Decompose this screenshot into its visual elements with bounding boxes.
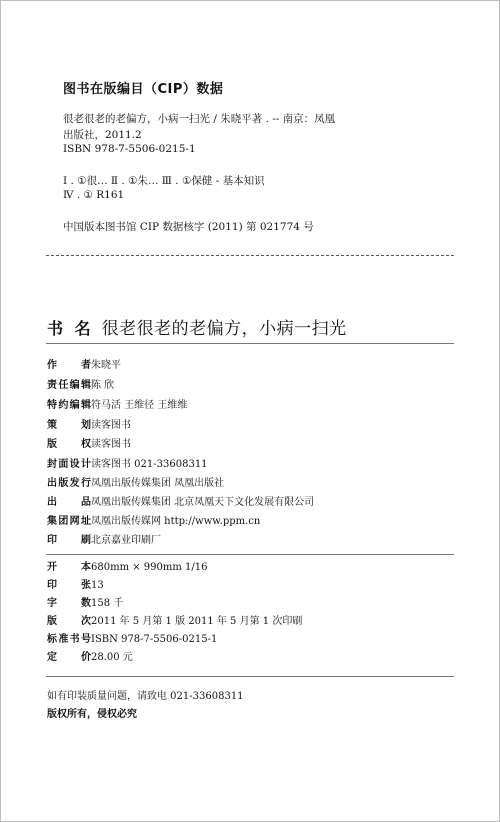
credit-value: 符马活 王维径 王维维 <box>91 400 188 411</box>
credit-row <box>47 496 315 510</box>
spec-row <box>47 633 218 647</box>
spec-value: 13 <box>91 580 104 591</box>
cip-isbn-line: ISBN 978-7-5506-0215-1 <box>63 143 196 155</box>
credit-label: 作者 <box>47 360 91 371</box>
book-title-label: 书 名 <box>47 319 94 338</box>
credit-row <box>47 399 188 413</box>
spec-row <box>47 651 133 665</box>
quality-notice: 如有印装质量问题，请致电 021-33608311 <box>47 691 244 702</box>
credit-value: 北京嘉业印刷厂 <box>91 535 161 546</box>
spec-label: 定价 <box>47 652 91 663</box>
credit-value: 读客图书 021-33608311 <box>91 459 208 470</box>
spec-value: 158 千 <box>91 598 124 609</box>
cip-classification-line: Ⅳ . ① R161 <box>63 189 125 201</box>
credit-value: 凤凰出版传媒集团 凤凰出版社 <box>91 478 225 489</box>
credit-label: 出版发行 <box>47 478 91 489</box>
credit-label: 出品 <box>47 497 91 508</box>
cip-heading: 图书在版编目（CIP）数据 <box>63 82 224 97</box>
credit-label: 特约编辑 <box>47 400 91 411</box>
credit-row <box>47 419 131 433</box>
spec-row <box>47 615 303 629</box>
cip-classification-line: Ⅰ . ①很… Ⅱ . ①朱… Ⅲ . ①保健 - 基本知识 <box>63 175 265 187</box>
credit-label: 策划 <box>47 420 91 431</box>
credit-label: 印刷 <box>47 535 91 546</box>
credit-label: 版权 <box>47 439 91 450</box>
credit-row <box>47 534 161 548</box>
copyright-notice: 版权所有，侵权必究 <box>47 709 137 720</box>
book-title-value: 很老很老的老偏方，小病一扫光 <box>101 319 347 339</box>
credit-value: 读客图书 <box>91 420 131 431</box>
credit-value: 读客图书 <box>91 439 131 450</box>
spec-label: 印张 <box>47 580 91 591</box>
spec-label: 开本 <box>47 562 91 573</box>
spec-value: 28.00 元 <box>91 652 133 663</box>
spec-value: 2011 年 5 月第 1 版 2011 年 5 月第 1 次印刷 <box>91 616 303 627</box>
credit-row <box>47 379 115 393</box>
credit-value: 朱晓平 <box>91 360 121 371</box>
cip-catalog-line: 出版社，2011.2 <box>63 129 142 141</box>
credit-row <box>47 359 121 373</box>
credits-divider <box>46 554 454 555</box>
book-title-row <box>47 314 347 339</box>
credit-value: 陈 欣 <box>91 380 115 391</box>
cip-record-number: 中国版本图书馆 CIP 数据核字 (2011) 第 021774 号 <box>63 221 314 233</box>
spec-label: 版次 <box>47 616 91 627</box>
cip-catalog-line: 很老很老的老偏方，小病一扫光 / 朱晓平著 . -- 南京：凤凰 <box>63 113 336 125</box>
spec-row <box>47 597 124 611</box>
credit-value: 凤凰出版传媒网 http://www.ppm.cn <box>91 516 261 527</box>
specs-divider <box>46 676 454 677</box>
credit-row <box>47 477 225 491</box>
credit-label: 集团网址 <box>47 516 91 527</box>
spec-row <box>47 561 208 575</box>
credit-row <box>47 458 208 472</box>
credit-label: 封面设计 <box>47 459 91 470</box>
spec-value: ISBN 978-7-5506-0215-1 <box>91 634 218 645</box>
spec-label: 字数 <box>47 598 91 609</box>
credit-row <box>47 438 131 452</box>
dashed-divider <box>46 255 454 256</box>
spec-row <box>47 579 104 593</box>
spec-value: 680mm × 990mm 1/16 <box>91 562 208 573</box>
credit-value: 凤凰出版传媒集团 北京凤凰天下文化发展有限公司 <box>91 497 315 508</box>
credit-row <box>47 515 261 529</box>
title-divider <box>46 343 454 344</box>
credit-label: 责任编辑 <box>47 380 91 391</box>
spec-label: 标准书号 <box>47 634 91 645</box>
